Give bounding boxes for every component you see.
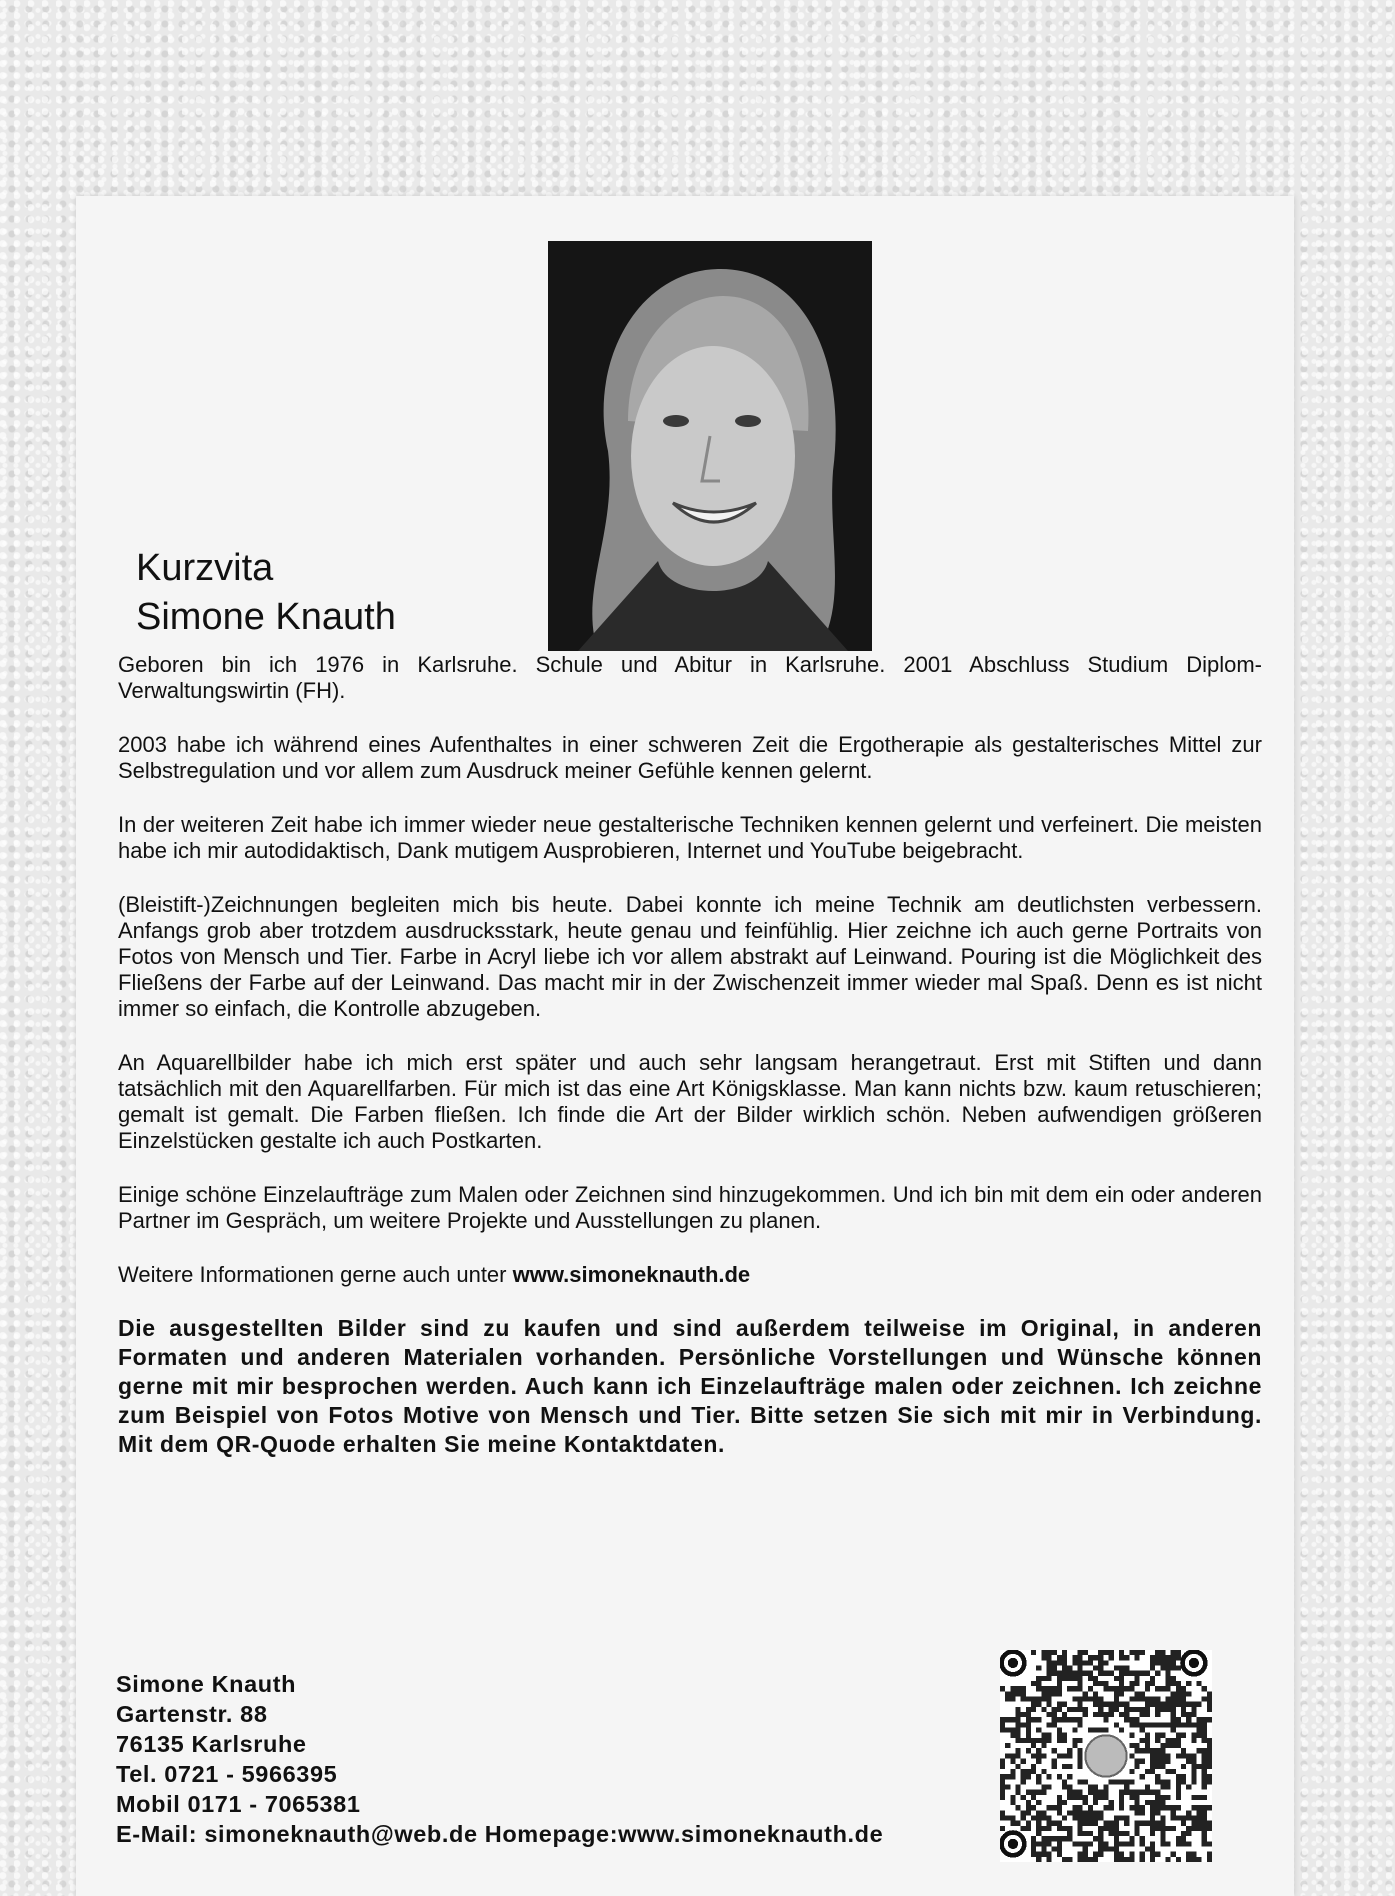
portrait-photo xyxy=(548,241,872,651)
contact-block xyxy=(116,1669,883,1849)
contact-email-homepage[interactable]: E-Mail: simoneknauth@web.de Homepage:www.simoneknauth.de xyxy=(116,1821,884,1847)
contact-street: Gartenstr. 88 xyxy=(116,1701,268,1727)
contact-phone: Tel. 0721 - 5966395 xyxy=(116,1761,338,1787)
info-line xyxy=(118,1262,1262,1288)
paragraph: Einige schöne Einzelaufträge zum Malen oder Zeichnen sind hinzugekommen. Und ich bin mit dem ein oder anderen Partner im Gespräch, um weitere Projekte und Ausstellungen zu planen. xyxy=(118,1182,1262,1233)
qr-code-icon[interactable] xyxy=(1000,1650,1212,1862)
contact-mobile: Mobil 0171 - 7065381 xyxy=(116,1791,361,1817)
title-line-1: Kurzvita xyxy=(136,547,274,589)
website-link[interactable]: www.simoneknauth.de xyxy=(512,1262,751,1287)
page-title xyxy=(136,544,396,642)
contact-name: Simone Knauth xyxy=(116,1671,297,1697)
paragraph: In der weiteren Zeit habe ich immer wieder neue gestalterische Techniken kennen gelernt und verfeinert. Die meisten habe ich mir autodidaktisch, Dank mutigem Ausprobieren, Internet und YouTube beigebracht. xyxy=(118,812,1262,863)
paragraph: Geboren bin ich 1976 in Karlsruhe. Schule und Abitur in Karlsruhe. 2001 Abschluss Studium Diplom-Verwaltungswirtin (FH). xyxy=(118,652,1262,703)
info-text: Weitere Informationen gerne auch unter xyxy=(118,1262,513,1287)
sale-notice: Die ausgestellten Bilder sind zu kaufen und sind außerdem teilweise im Original, in anderen Formaten und anderen Materialen vorhanden. Persönliche Vorstellungen und Wünsche können gerne mit mir besprochen werden. Auch kann ich Einzelaufträge malen oder zeichnen. Ich zeichne zum Beispiel von Fotos Motive von Mensch und Tier. Bitte setzen Sie sich mit mir in Verbindung. Mit dem QR-Quode erhalten Sie meine Kontaktdaten. xyxy=(118,1315,1262,1457)
paragraph: 2003 habe ich während eines Aufenthaltes in einer schweren Zeit die Ergotherapie als gestalterisches Mittel zur Selbstregulation und vor allem zum Ausdruck meiner Gefühle kennen gelernt. xyxy=(118,732,1262,783)
contact-city: 76135 Karlsruhe xyxy=(116,1731,307,1757)
biography xyxy=(118,652,1262,1487)
paragraph: An Aquarellbilder habe ich mich erst später und auch sehr langsam herangetraut. Erst mit Stiften und dann tatsächlich mit den Aquarellfarben. Für mich ist das eine Art Königsklasse. Man kann nichts bzw. kaum retuschieren; gemalt ist gemalt. Die Farben fließen. Ich finde die Art der Bilder wirklich schön. Neben aufwendigen größeren Einzelstücken gestalte ich auch Postkarten. xyxy=(118,1050,1262,1153)
paragraph: (Bleistift-)Zeichnungen begleiten mich bis heute. Dabei konnte ich meine Technik am deutlichsten verbessern. Anfangs grob aber trotzdem ausdrucksstark, heute genau und feinfühlig. Hier zeichne ich auch gerne Portraits von Fotos von Mensch und Tier. Farbe in Acryl liebe ich vor allem abstrakt auf Leinwand. Pouring ist die Möglichkeit des Fließens der Farbe auf der Leinwand. Das macht mir in der Zwischenzeit immer wieder mal Spaß. Denn es ist nicht immer so einfach, die Kontrolle abzugeben. xyxy=(118,892,1262,1021)
title-line-2: Simone Knauth xyxy=(136,596,396,638)
